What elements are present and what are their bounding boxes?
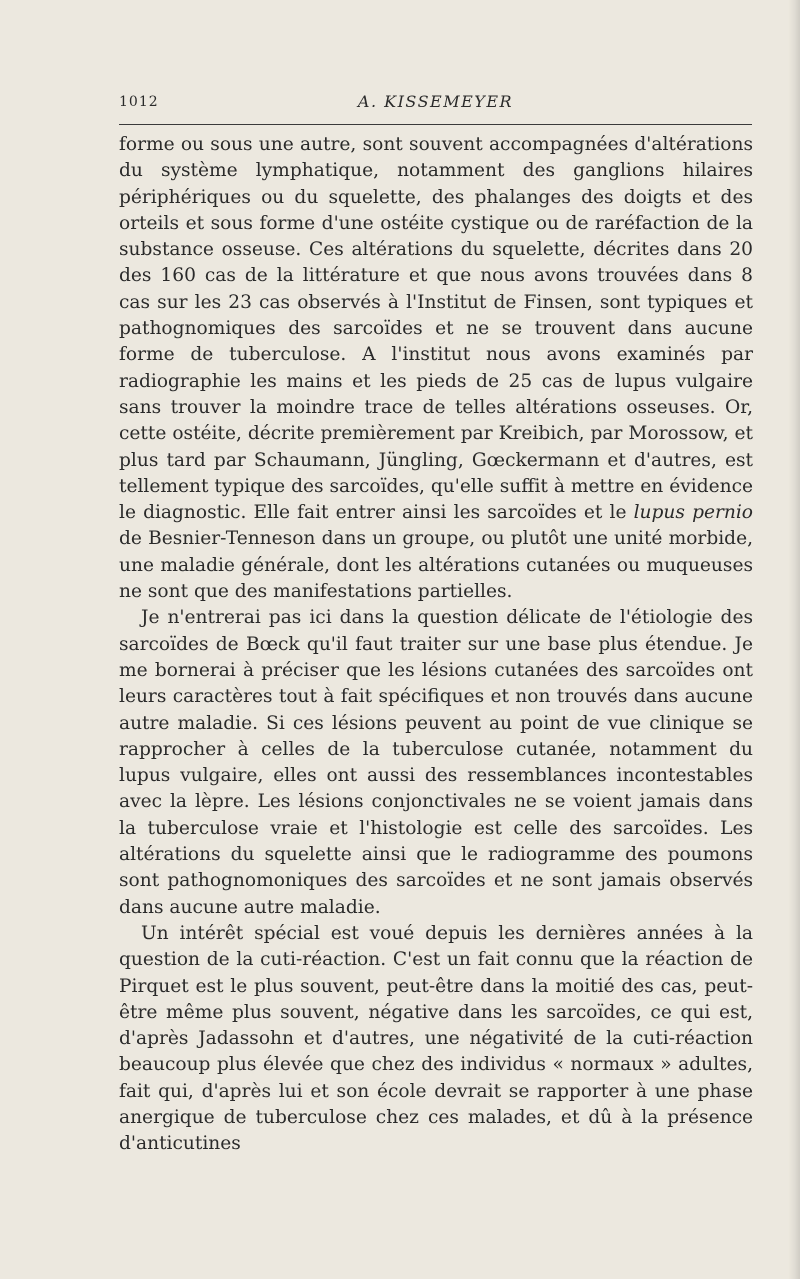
- running-head: A. KISSEMEYER: [357, 92, 514, 111]
- page-edge-shadow: [788, 0, 800, 1279]
- header-rule: [119, 124, 752, 125]
- page-number: 1012: [119, 94, 159, 110]
- body-text: [119, 132, 753, 1158]
- paragraph-3: Un intérêt spécial est voué depuis les dernières années à la question de la cuti-réaction. C'est un fait connu que la réaction de Pirquet est le plus souvent, peut-être dans la moitié des cas, peut-être même plus souvent, négative dans les sarcoïdes, ce qui est, d'après Jadassohn et d'autres, une négativité de la cuti-réaction beaucoup plus élevée que chez des individus « normaux » adultes, fait qui, d'après lui et son école devrait se rapporter à une phase anergique de tuberculose chez ces malades, et dû à la présence d'anticutines: [119, 922, 753, 1155]
- italic-term: lupus pernio: [633, 502, 753, 524]
- paragraph-2: Je n'entrerai pas ici dans la question délicate de l'étiologie des sarcoïdes de Bœck qu'il faut traiter sur une base plus étendue. Je me bornerai à préciser que les lésions cutanées des sarcoïdes ont leurs caractères tout à fait spécifiques et non trouvés dans aucune autre maladie. Si ces lésions peuvent au point de vue clinique se rapprocher à celles de la tuberculose cutanée, notamment du lupus vulgaire, elles ont aussi des ressemblances incontestables avec la lèpre. Les lésions conjonctivales ne se voient jamais dans la tuberculose vraie et l'histologie est celle des sarcoïdes. Les altérations du squelette ainsi que le radiogramme des poumons sont pathognomoniques des sarcoïdes et ne sont jamais observés dans aucune autre maladie.: [119, 607, 753, 918]
- paragraph-1: forme ou sous une autre, sont souvent accompagnées d'altérations du système lymphatique, notamment des ganglions hilaires périphériques ou du squelette, des phalanges des doigts et des orteils et sous forme d'une ostéite cystique ou de raréfaction de la substance osseuse. Ces altérations du squelette, décrites dans 20 des 160 cas de la littérature et que nous avons trouvées dans 8 cas sur les 23 cas observés à l'Institut de Finsen, sont typiques et pathognomiques des sarcoïdes et ne se trouvent dans aucune forme de tuberculose. A l'institut nous avons examinés par radiographie les mains et les pieds de 25 cas de lupus vulgaire sans trouver la moindre trace de telles altérations osseuses. Or, cette ostéite, décrite premièrement par Kreibich, par Morossow, et plus tard par Schaumann, Jüngling, Gœckermann et d'autres, est tellement typique des sarcoïdes, qu'elle suffit à mettre en évidence le diagnostic. Elle fait entrer ainsi les sarcoïdes et le lupus pernio de Besnier-Tenneson dans un groupe, ou plutôt une unité morbide, une maladie générale, dont les altérations cutanées ou muqueuses ne sont que des manifestations partielles.: [119, 134, 753, 603]
- page-header: [119, 94, 752, 118]
